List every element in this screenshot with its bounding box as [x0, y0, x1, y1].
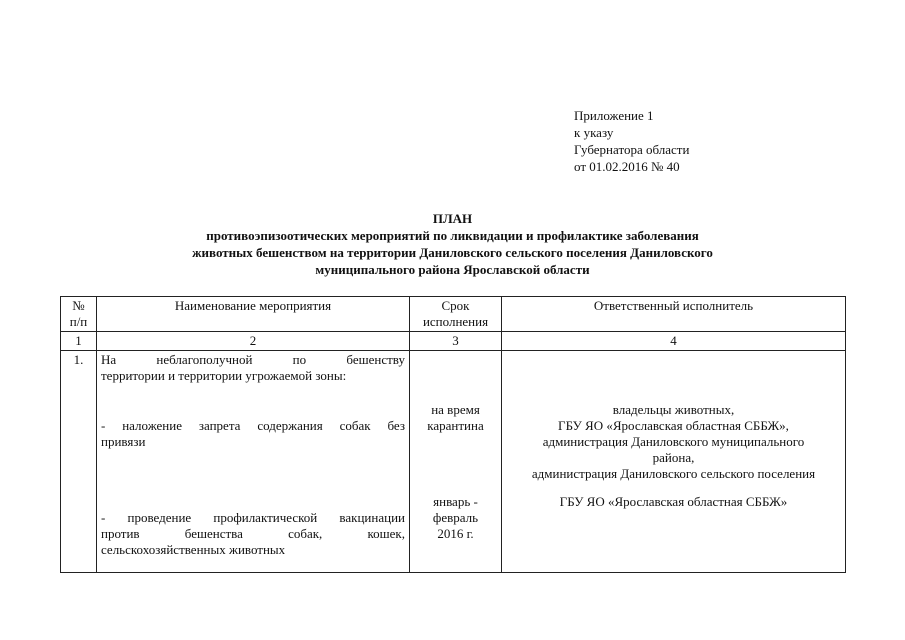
executor-line: администрация Даниловского сельского поселения: [531, 466, 816, 481]
spacer: [101, 450, 405, 510]
title-line: муниципального района Ярославской области: [315, 262, 590, 277]
title-line: противоэпизоотических мероприятий по ликвидации и профилактике заболевания: [206, 228, 699, 243]
measure-item-line: сельскохозяйственных животных: [101, 542, 286, 557]
appendix-line: Приложение 1: [574, 108, 654, 123]
term-line: 2016 г.: [437, 526, 474, 541]
measure-item-line: привязи: [101, 434, 146, 449]
header-number: [61, 297, 97, 332]
measure-item-line: - проведение профилактической вакцинации: [101, 510, 405, 525]
header-name: [97, 297, 410, 332]
spacer: [506, 482, 841, 494]
appendix-line: от 01.02.2016 № 40: [574, 159, 680, 174]
appendix-line: к указу: [574, 125, 614, 140]
term-line: январь -: [433, 494, 478, 509]
term-line: на время: [431, 402, 480, 417]
appendix-line: Губернатора области: [574, 142, 690, 157]
header-term: [410, 297, 502, 332]
spacer: [414, 434, 497, 494]
column-number-row: [61, 332, 846, 351]
measure-intro-line: На неблагополучной по бешенству: [101, 352, 405, 367]
spacer: [414, 352, 497, 402]
row-measures: [97, 351, 410, 573]
executor-line: ГБУ ЯО «Ярославская областная СББЖ»: [559, 494, 788, 509]
column-number: 1: [61, 332, 97, 351]
column-number: 2: [97, 332, 410, 351]
plan-table: [60, 296, 846, 573]
title-heading: ПЛАН: [432, 211, 473, 226]
row-executors: [502, 351, 846, 573]
executor-line: администрация Даниловского муниципального: [542, 434, 805, 449]
row-terms: [410, 351, 502, 573]
column-number: 4: [502, 332, 846, 351]
header-text: №: [72, 298, 85, 313]
term-line: карантина: [427, 418, 484, 433]
measure-item-line: - наложение запрета содержания собак без: [101, 418, 405, 433]
row-number: 1.: [61, 351, 97, 573]
executor-line: владельцы животных,: [612, 402, 735, 417]
appendix-block: [574, 107, 689, 175]
spacer: [506, 352, 841, 402]
header-text: Ответственный исполнитель: [593, 298, 754, 313]
executor-line: ГБУ ЯО «Ярославская областная СББЖ»,: [558, 418, 789, 433]
header-text: Срок: [441, 298, 470, 313]
executor-line: района,: [652, 450, 695, 465]
measure-intro-line: территории и территории угрожаемой зоны:: [101, 368, 347, 383]
header-text: п/п: [69, 314, 88, 329]
title-line: животных бешенством на территории Даниловского сельского поселения Даниловского: [192, 245, 713, 260]
term-line: февраль: [432, 510, 479, 525]
header-executor: [502, 297, 846, 332]
table-header-row: [61, 297, 846, 332]
measure-item-line: против бешенства собак, кошек,: [101, 526, 405, 541]
plan-title: [140, 210, 765, 278]
column-number: 3: [410, 332, 502, 351]
spacer: [101, 384, 405, 418]
table-row: [61, 351, 846, 573]
header-text: Наименование мероприятия: [174, 298, 332, 313]
header-text: исполнения: [422, 314, 489, 329]
